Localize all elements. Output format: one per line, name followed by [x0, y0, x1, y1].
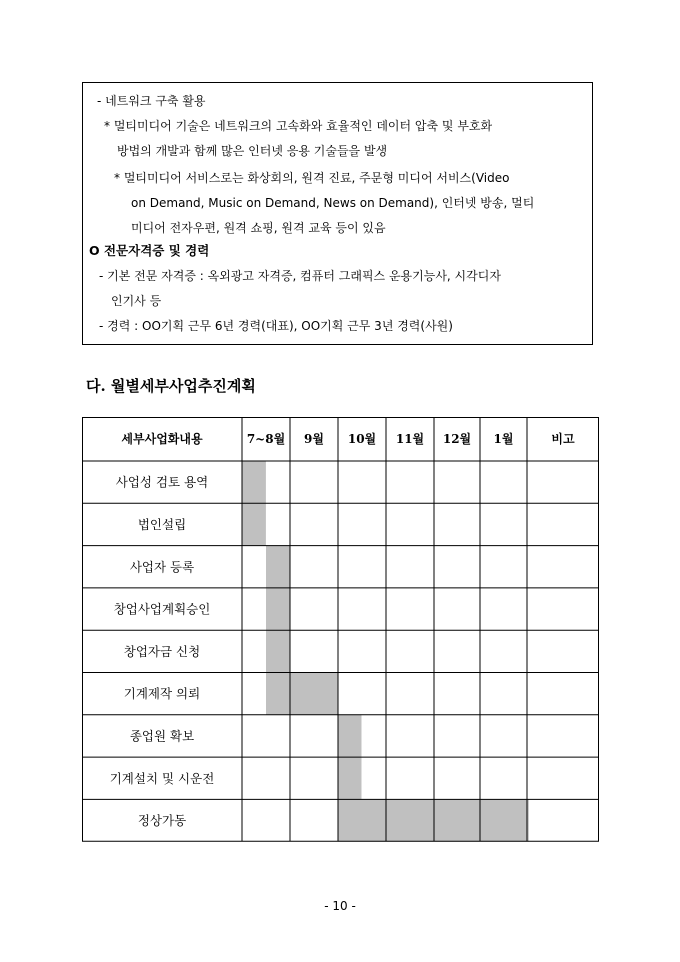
schedule-bar-8-1: [338, 757, 362, 799]
page-number: - 10 -: [324, 899, 356, 913]
box-line-5: on Demand, Music on Demand, News on Demand), 인터넷 방송, 멀티: [131, 196, 535, 210]
schedule-bar-5-1: [266, 630, 290, 672]
schedule-header-3: 9월: [304, 432, 324, 446]
schedule-header-8: 비고: [551, 432, 575, 446]
schedule-task-2: 법인설립: [137, 516, 187, 532]
schedule-bar-2-1: [242, 503, 266, 545]
box-line-7: O 전문자격증 및 경력: [89, 243, 210, 258]
schedule-task-4: 창업사업계획승인: [113, 601, 211, 617]
box-line-10: - 경력 : OO기획 근무 6년 경력(대표), OO기획 근무 3년 경력(사원): [99, 319, 453, 333]
schedule-header-2: 7~8월: [246, 432, 286, 446]
schedule-bar-1-1: [242, 461, 266, 503]
schedule-task-8: 기계설치 및 시운전: [109, 770, 215, 786]
content-box: [82, 82, 593, 345]
schedule-task-1: 사업성 검토 용역: [115, 474, 209, 490]
schedule-header-7: 1월: [493, 432, 514, 446]
schedule-bar-6-1: [266, 673, 338, 715]
schedule-header-4: 10월: [347, 432, 377, 446]
schedule-task-5: 창업자금 신청: [123, 643, 201, 659]
schedule-table: [82, 417, 599, 842]
schedule-task-6: 기계제작 의뢰: [123, 686, 201, 702]
schedule-bar-3-1: [266, 546, 290, 588]
box-line-3: 방법의 개발과 함께 많은 인터넷 응용 기술들을 발생: [117, 144, 388, 158]
schedule-task-7: 종업원 확보: [129, 728, 195, 744]
schedule-bar-4-1: [266, 588, 290, 630]
box-line-6: 미디어 전자우편, 원격 쇼핑, 원격 교육 등이 있음: [131, 221, 386, 235]
box-line-8: - 기본 전문 자격증 : 옥외광고 자격증, 컴퓨터 그래픽스 운용기능사, 시각디자: [99, 269, 501, 283]
box-line-9: 인기사 등: [111, 294, 162, 308]
schedule-header-1: 세부사업화내용: [121, 432, 203, 446]
box-line-4: * 멀티미디어 서비스로는 화상회의, 원격 진료, 주문형 미디어 서비스(Video: [114, 171, 510, 185]
box-line-1: - 네트워크 구축 활용: [97, 94, 206, 108]
schedule-header-5: 11월: [395, 432, 425, 446]
schedule-task-3: 사업자 등록: [129, 559, 195, 575]
schedule-bar-9-1: [338, 799, 529, 841]
schedule-header-6: 12월: [442, 432, 472, 446]
schedule-grid: [82, 417, 599, 842]
section-heading: 다. 월별세부사업추진계획: [86, 377, 256, 395]
box-line-2: * 멀티미디어 기술은 네트워크의 고속화와 효율적인 데이터 압축 및 부호화: [104, 119, 493, 133]
schedule-bar-7-1: [338, 715, 362, 757]
schedule-task-9: 정상가동: [137, 813, 187, 829]
